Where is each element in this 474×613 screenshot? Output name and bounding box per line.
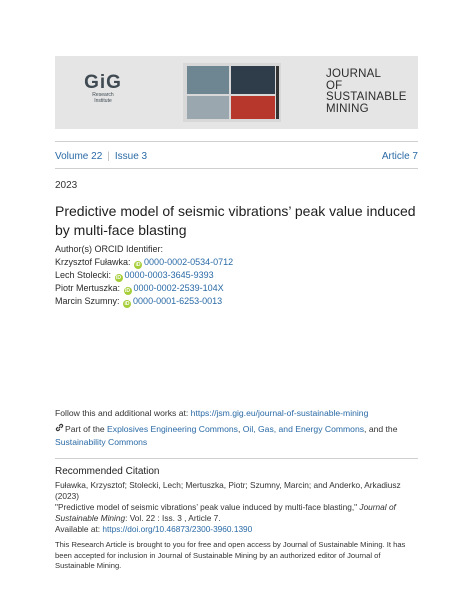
available-label: Available at: <box>55 524 103 534</box>
chain-link-icon <box>55 423 65 436</box>
publication-year: 2023 <box>55 180 78 191</box>
volume-link[interactable]: Volume 22 <box>55 151 103 162</box>
explosives-commons-link[interactable]: Explosives Engineering Commons <box>107 424 238 434</box>
journal-url-link[interactable]: https://jsm.gig.eu/journal-of-sustainable-mining <box>190 408 369 418</box>
orcid-link[interactable]: 0000-0003-3645-9393 <box>124 269 214 280</box>
author-name: Marcin Szumny: <box>55 295 120 306</box>
article-title: Predictive model of seismic vibrations’ peak value induced by multi-face blasting <box>55 203 416 238</box>
author-row <box>55 256 233 269</box>
authors-block <box>55 243 233 308</box>
gig-logo-word: GiG <box>84 72 122 93</box>
issue-link[interactable]: Issue 3 <box>114 151 148 162</box>
citation-title: "Predictive model of seismic vibrations’ peak value induced by multi-face blasting," <box>55 502 360 512</box>
journal-title-line: MINING <box>326 102 369 115</box>
authors-label: Author(s) ORCID Identifier: <box>55 244 164 254</box>
access-statement: This Research Article is brought to you for free and open access by Journal of Sustainable Mining. It has been accepted for inclusion in Journal of Sustainable Mining by an authorized editor of Journal of Sustainable Mining. <box>55 540 406 570</box>
author-row <box>55 295 233 308</box>
part-of-sep: , and the <box>364 424 398 434</box>
journal-banner <box>55 56 418 129</box>
part-of-sep: , <box>237 424 243 434</box>
follow-text: Follow this and additional works at: <box>55 408 191 418</box>
journal-title-line: SUSTAINABLE <box>326 91 407 103</box>
orcid-icon: iD <box>125 287 131 294</box>
divider <box>55 168 418 169</box>
recommended-citation-heading: Recommended Citation <box>55 466 160 477</box>
journal-cover-image <box>183 63 281 122</box>
divider <box>55 458 418 459</box>
part-of-prefix: Part of the <box>65 424 108 434</box>
article-link[interactable]: Article 7 <box>381 151 418 162</box>
journal-title-line: JOURNAL <box>326 68 382 80</box>
citation-text <box>55 480 420 535</box>
journal-title <box>326 69 407 115</box>
orcid-icon: iD <box>116 274 122 281</box>
author-row <box>55 282 233 295</box>
author-name: Piotr Mertuszka: <box>55 282 121 293</box>
divider <box>55 141 418 142</box>
volume-issue: Volume 22 | Issue 3 <box>55 151 148 162</box>
orcid-link[interactable]: 0000-0002-0534-0712 <box>144 256 234 267</box>
oil-gas-energy-commons-link[interactable]: Oil, Gas, and Energy Commons <box>242 424 365 434</box>
orcid-icon: iD <box>135 261 141 268</box>
orcid-link[interactable]: 0000-0002-2539-104X <box>133 282 224 293</box>
journal-title-line: OF <box>326 79 343 92</box>
follow-line <box>55 408 368 418</box>
author-row <box>55 269 233 282</box>
doi-link[interactable]: https://doi.org/10.46873/2300-3960.1390 <box>102 524 253 534</box>
sustainability-commons-link[interactable]: Sustainability Commons <box>55 436 148 447</box>
gig-logo <box>79 73 127 104</box>
citation-authors: Fuławka, Krzysztof; Stolecki, Lech; Mertuszka, Piotr; Szumny, Marcin; and Anderko, Arkadiusz (2023) <box>55 480 401 501</box>
author-name: Krzysztof Fuławka: <box>55 256 131 267</box>
citation-volume: : Vol. 22 : Iss. 3 , Article 7. <box>125 513 221 523</box>
orcid-link[interactable]: 0000-0001-6253-0013 <box>133 295 223 306</box>
part-of-line <box>55 423 420 448</box>
citation-journal: Journal of Sustainable Mining <box>55 502 396 523</box>
gig-logo-line2: Institute <box>94 98 112 104</box>
gig-logo-line1: Research <box>92 92 114 98</box>
orcid-icon: iD <box>124 300 130 307</box>
author-name: Lech Stolecki: <box>55 269 112 280</box>
